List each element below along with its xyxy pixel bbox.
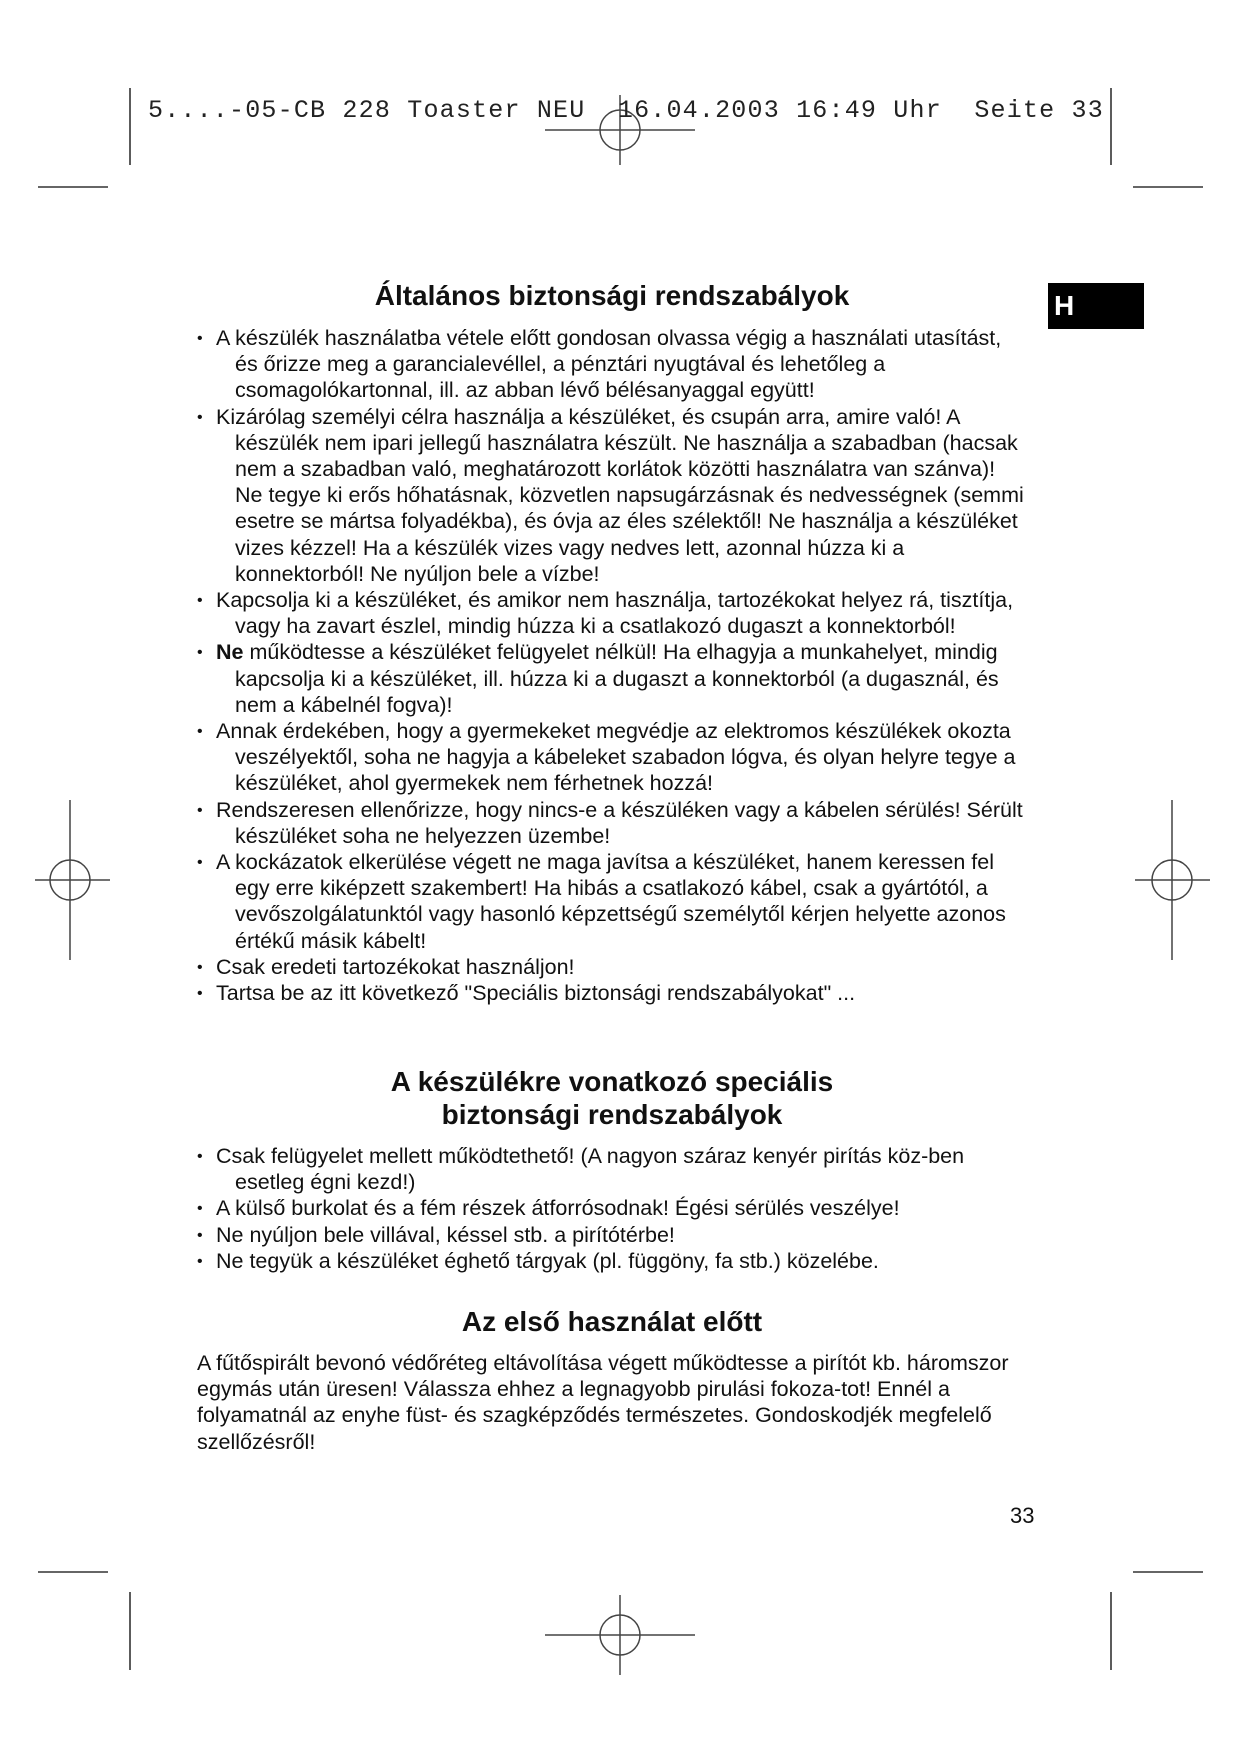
registration-mark-right (1135, 800, 1210, 960)
list-item: • Rendszeresen ellenőrizze, hogy nincs-e a készüléken vagy a kábelen sérülés! Sérült készüléket soha ne helyezzen üzembe! (197, 797, 1027, 849)
list-item: • Csak eredeti tartozékokat használjon! (197, 954, 1027, 980)
registration-mark-bottom (545, 1595, 695, 1675)
list-item: • Ne nyúljon bele villával, késsel stb. a pirítótérbe! (197, 1222, 1027, 1248)
list-item: • A kockázatok elkerülése végett ne maga javítsa a készüléket, hanem keressen fel egy erre kiképzett szakembert! Ha hibás a csatlakozó kábel, csak a gyártótól, a vevőszolgálatunktól vagy hasonló képzettségű személytől kérjen helyette azonos értékű másik kábelt! (197, 849, 1027, 954)
section-title-line: A készülékre vonatkozó speciális (390, 1066, 834, 1097)
registration-mark-left (35, 800, 110, 960)
section-title-special-safety (197, 1065, 1027, 1131)
print-header: 5....-05-CB 228 Toaster NEU 16.04.2003 16:49 Uhr Seite 33 (148, 96, 1104, 125)
special-safety-list (197, 1143, 1027, 1274)
list-item (197, 639, 1027, 718)
section-title-line: biztonsági rendszabályok (441, 1099, 783, 1130)
language-tab: H (1048, 283, 1144, 329)
general-safety-list (197, 325, 1027, 1006)
emphasis-text: Ne (216, 640, 244, 665)
list-item: • Ne tegyük a készüléket éghető tárgyak (pl. függöny, fa stb.) közelébe. (197, 1248, 1027, 1274)
list-item: • Tartsa be az itt következő "Speciális biztonsági rendszabályokat" ... (197, 980, 1027, 1006)
list-item: • A külső burkolat és a fém részek átforrósodnak! Égési sérülés veszélye! (197, 1195, 1027, 1221)
list-item: • Annak érdekében, hogy a gyermekeket megvédje az elektromos készülékek okozta veszélyektől, soha ne hagyja a kábeleket szabadon lógva, és olyan helyre tegye a készüléket, ahol gyermekek nem férhetnek hozzá! (197, 718, 1027, 797)
section-title-before-first-use: Az első használat előtt (461, 1306, 763, 1337)
page-number: 33 (1010, 1503, 1035, 1528)
list-item: • Csak felügyelet mellett működtethető! (A nagyon száraz kenyér pirítás köz-ben esetleg égni kezd!) (197, 1143, 1027, 1195)
list-item: • Kapcsolja ki a készüléket, és amikor nem használja, tartozékokat helyez rá, tisztítja, vagy ha zavart észlel, mindig húzza ki a csatlakozó dugaszt a konnektorból! (197, 587, 1027, 639)
section-title-general-safety: Általános biztonsági rendszabályok (374, 280, 850, 311)
list-item-text: működtesse a készüléket felügyelet nélkül! Ha elhagyja a munkahelyet, mindig kapcsolja ki a készüléket, ill. húzza ki a dugaszt a konnektorból (a dugasznál, és nem a kábelnél fogva)! (235, 640, 999, 717)
list-item: • A készülék használatba vétele előtt gondosan olvassa végig a használati utasítást, és őrizze meg a garancialevéllel, a pénztári nyugtával és lehetőleg a csomagolókartonnal, ill. az abban lévő bélésanyaggal együtt! (197, 325, 1027, 404)
first-use-paragraph: A fűtőspirált bevonó védőréteg eltávolítása végett működtesse a pirítót kb. háromszor egymás után üresen! Válassza ehhez a legnagyobb pirulási fokoza-tot! Ennél a folyamatnál az enyhe füst- és szagképződés természetes. Gondoskodjék megfelelő szellőzésről! (197, 1351, 1009, 1454)
list-item: • Kizárólag személyi célra használja a készüléket, és csupán arra, amire való! A készülék nem ipari jellegű használatra készült. Ne használja a szabadban (hacsak nem a szabadban való, meghatározott korlátok közötti használatra van szánva)! Ne tegye ki erős hőhatásnak, közvetlen napsugárzásnak és nedvességnek (semmi esetre se mártsa folyadékba), és óvja az éles szélektől! Ne használja a készüléket vizes kézzel! Ha a készülék vizes vagy nedves lett, azonnal húzza ki a konnektorból! Ne nyúljon bele a vízbe! (197, 404, 1027, 587)
